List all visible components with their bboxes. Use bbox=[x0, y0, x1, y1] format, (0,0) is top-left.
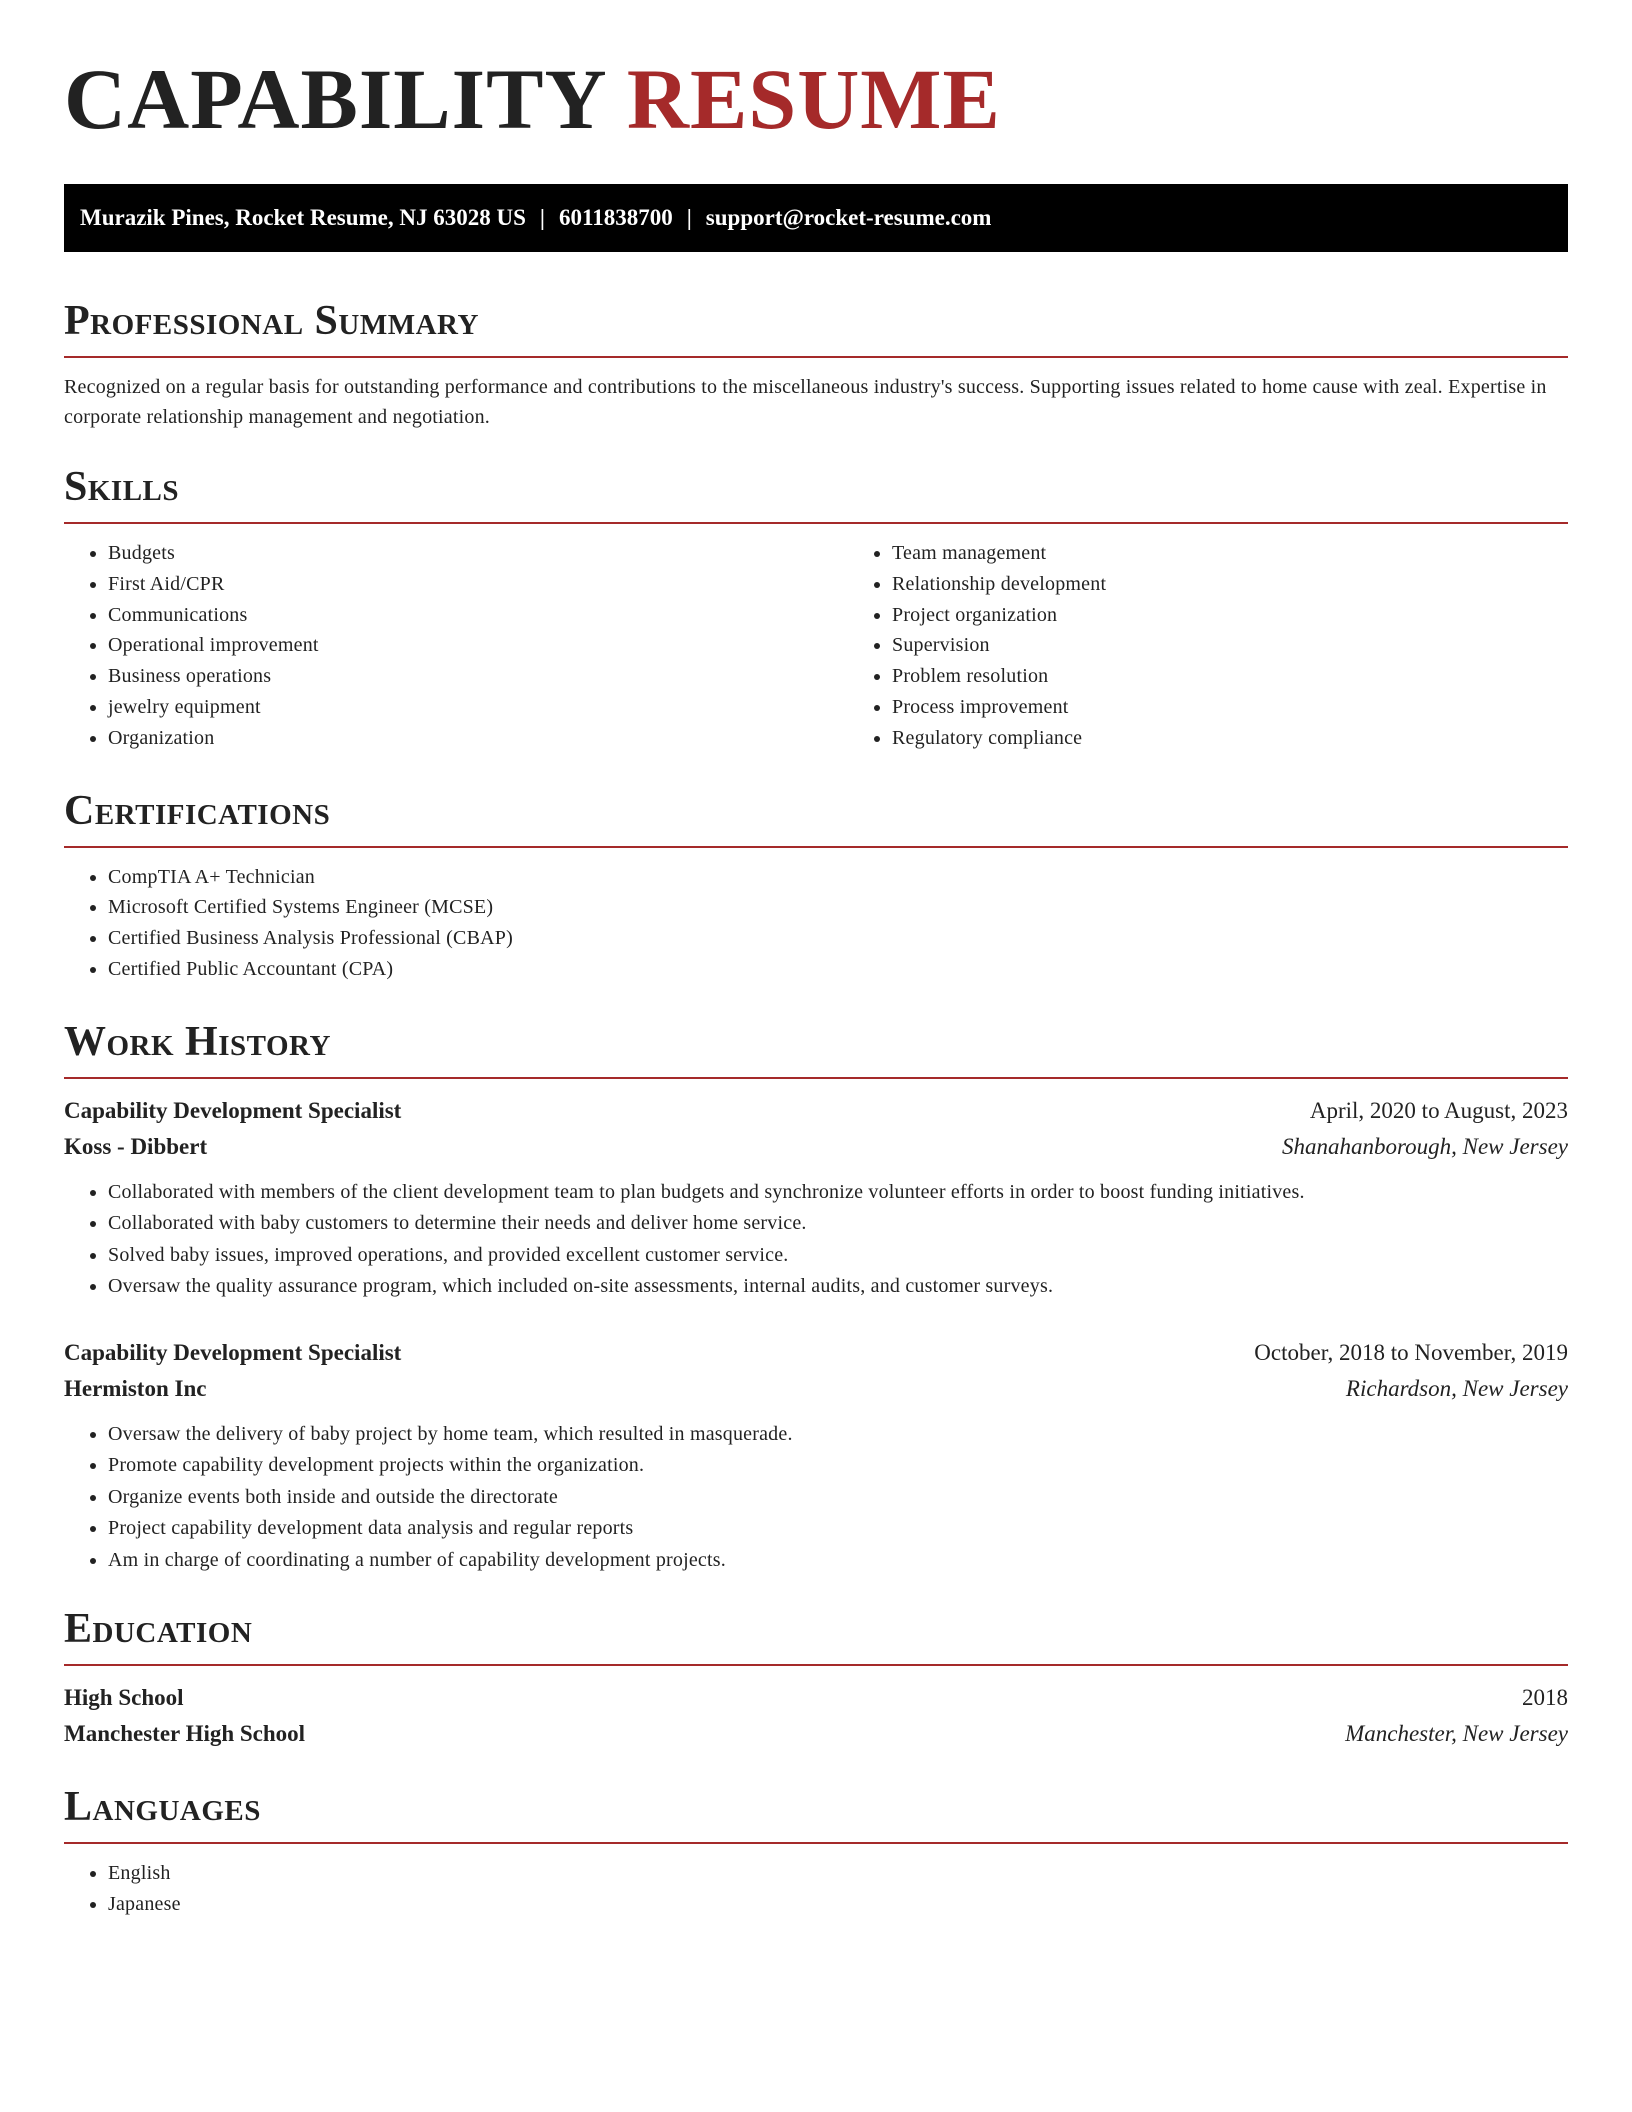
summary-section bbox=[64, 300, 1568, 432]
skill-item: • Communications bbox=[108, 600, 848, 631]
skill-item: • First Aid/CPR bbox=[108, 569, 848, 600]
education-school: Manchester High School bbox=[64, 1721, 306, 1747]
title-word-resume: RESUME bbox=[626, 51, 1001, 147]
contact-separator: | bbox=[539, 205, 545, 230]
skill-item: • Operational improvement bbox=[108, 630, 848, 661]
skills-list-left bbox=[64, 538, 848, 754]
job-bullet: • Organize events both inside and outside the directorate bbox=[108, 1482, 1568, 1514]
certifications-heading: Certifications bbox=[64, 790, 1568, 848]
summary-text: Recognized on a regular basis for outstanding performance and contributions to the miscellaneous industry's success. Supporting issues related to home cause with zeal. Expertise in corporate relationship management and negotiation. bbox=[64, 376, 1547, 428]
skill-item: • Organization bbox=[108, 723, 848, 754]
skills-list-right bbox=[848, 538, 1568, 754]
job-dates: October, 2018 to November, 2019 bbox=[1254, 1339, 1568, 1365]
job-location: Shanahanborough, New Jersey bbox=[1282, 1133, 1568, 1159]
education-entry bbox=[64, 1680, 1568, 1752]
languages-heading: Languages bbox=[64, 1786, 1568, 1844]
job-bullet: • Promote capability development projects within the organization. bbox=[108, 1450, 1568, 1482]
language-item: • Japanese bbox=[108, 1889, 1568, 1920]
education-degree-row bbox=[64, 1680, 1568, 1716]
skills-heading: Skills bbox=[64, 466, 1568, 524]
job-title-row bbox=[64, 1093, 1568, 1129]
job-entry bbox=[64, 1335, 1568, 1577]
skill-item: • Budgets bbox=[108, 538, 848, 569]
languages-list bbox=[64, 1858, 1568, 1920]
job-bullets bbox=[64, 1419, 1568, 1577]
job-company: Koss - Dibbert bbox=[64, 1133, 208, 1159]
contact-bar bbox=[64, 184, 1568, 252]
certification-item: • Certified Public Accountant (CPA) bbox=[108, 954, 1568, 985]
job-bullet: • Collaborated with baby customers to determine their needs and deliver home service. bbox=[108, 1208, 1568, 1240]
certification-item: • Microsoft Certified Systems Engineer (MCSE) bbox=[108, 892, 1568, 923]
job-location: Richardson, New Jersey bbox=[1345, 1375, 1568, 1401]
title-word-capability: CAPABILITY bbox=[64, 51, 605, 147]
contact-separator: | bbox=[686, 205, 692, 230]
skill-item: • Problem resolution bbox=[892, 661, 1568, 692]
job-title-row bbox=[64, 1335, 1568, 1371]
job-title: Capability Development Specialist bbox=[64, 1339, 402, 1365]
job-entry bbox=[64, 1093, 1568, 1303]
skills-columns bbox=[64, 524, 1568, 754]
language-item: • English bbox=[108, 1858, 1568, 1889]
summary-heading: Professional Summary bbox=[64, 300, 1568, 358]
contact-email: support@rocket-resume.com bbox=[705, 205, 992, 230]
skill-item: • Business operations bbox=[108, 661, 848, 692]
job-bullet: • Solved baby issues, improved operations, and provided excellent customer service. bbox=[108, 1240, 1568, 1272]
job-bullet: • Collaborated with members of the client development team to plan budgets and synchronize volunteer efforts in order to boost funding initiatives. bbox=[108, 1177, 1568, 1209]
education-year: 2018 bbox=[1522, 1685, 1568, 1711]
contact-phone: 6011838700 bbox=[558, 205, 673, 230]
job-company: Hermiston Inc bbox=[64, 1375, 207, 1401]
skills-section bbox=[64, 466, 1568, 754]
skill-item: • jewelry equipment bbox=[108, 692, 848, 723]
job-company-row bbox=[64, 1371, 1568, 1407]
job-bullet: • Oversaw the quality assurance program, which included on-site assessments, internal audits, and customer surveys. bbox=[108, 1271, 1568, 1303]
skill-item: • Process improvement bbox=[892, 692, 1568, 723]
contact-address: Murazik Pines, Rocket Resume, NJ 63028 US bbox=[80, 205, 526, 230]
job-bullet: • Am in charge of coordinating a number of capability development projects. bbox=[108, 1545, 1568, 1577]
certifications-section bbox=[64, 787, 1568, 985]
job-bullet: • Oversaw the delivery of baby project by home team, which resulted in masquerade. bbox=[108, 1419, 1568, 1451]
resume-title bbox=[64, 51, 1568, 148]
skill-item: • Supervision bbox=[892, 630, 1568, 661]
education-degree: High School bbox=[64, 1685, 184, 1711]
education-location: Manchester, New Jersey bbox=[1345, 1721, 1568, 1747]
certification-item: • Certified Business Analysis Professional (CBAP) bbox=[108, 923, 1568, 954]
education-heading: Education bbox=[64, 1608, 1568, 1666]
languages-section bbox=[64, 1786, 1568, 1920]
job-bullet: • Project capability development data analysis and regular reports bbox=[108, 1513, 1568, 1545]
work-history-section bbox=[64, 1018, 1568, 1577]
work-history-heading: Work History bbox=[64, 1021, 1568, 1079]
skill-item: • Project organization bbox=[892, 600, 1568, 631]
skill-item: • Regulatory compliance bbox=[892, 723, 1568, 754]
skill-item: • Relationship development bbox=[892, 569, 1568, 600]
job-dates: April, 2020 to August, 2023 bbox=[1309, 1097, 1568, 1123]
certification-item: • CompTIA A+ Technician bbox=[108, 862, 1568, 893]
skill-item: • Team management bbox=[892, 538, 1568, 569]
education-school-row bbox=[64, 1716, 1568, 1752]
job-bullets bbox=[64, 1177, 1568, 1303]
job-title: Capability Development Specialist bbox=[64, 1097, 402, 1123]
certifications-list bbox=[64, 862, 1568, 985]
education-section bbox=[64, 1608, 1568, 1752]
job-company-row bbox=[64, 1129, 1568, 1165]
